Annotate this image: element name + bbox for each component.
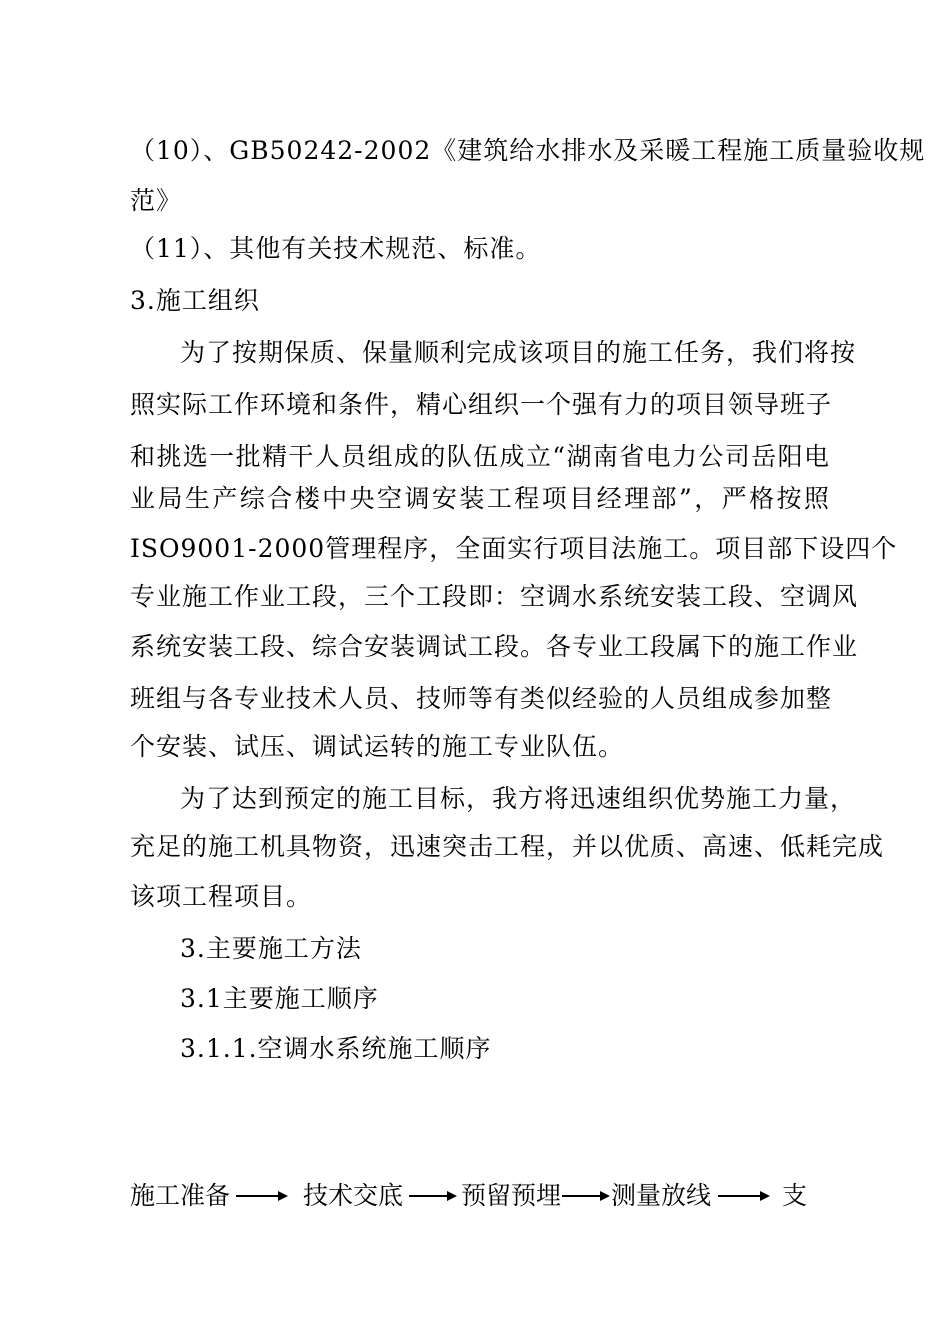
paragraph-line: 和挑选一批精干人员组成的队伍成立“湖南省电力公司岳阳电 [130,442,830,471]
flow-step: 施工准备 [130,1181,231,1210]
heading-main-construction-sequence: 3.1主要施工顺序 [180,984,379,1013]
paragraph-line: 专业施工作业工段，三个工段即：空调水系统安装工段、空调风 [130,582,859,611]
arrow-right-icon [718,1195,768,1197]
section-heading-construction-organization: 3.施工组织 [130,286,260,315]
arrow-right-icon [236,1195,286,1197]
paragraph-line: 业局生产综合楼中央空调安装工程项目经理部”，严格按照 [130,484,830,513]
arrow-right-icon [562,1195,608,1197]
reference-10-line2: 范》 [130,186,183,215]
paragraph-line: ISO9001-2000管理程序，全面实行项目法施工。项目部下设四个 [130,534,898,563]
paragraph-line: 个安装、试压、调试运转的施工专业队伍。 [130,732,625,761]
reference-10-line1: （10）、GB50242-2002《建筑给水排水及采暖工程施工质量验收规 [130,136,926,165]
reference-11: （11）、其他有关技术规范、标准。 [130,234,542,263]
heading-hvac-water-system-sequence: 3.1.1.空调水系统施工顺序 [180,1034,492,1063]
construction-flow-diagram [130,1180,810,1214]
flow-step: 技术交底 [303,1181,404,1210]
arrow-right-icon [409,1195,455,1197]
flow-step: 预留预埋 [461,1181,562,1210]
paragraph-line: 充足的施工机具物资，迅速突击工程，并以优质、高速、低耗完成 [130,832,885,861]
heading-main-construction-methods: 3.主要施工方法 [180,934,362,963]
paragraph-line: 照实际工作环境和条件，精心组织一个强有力的项目领导班子 [130,390,833,419]
flow-step: 支 [782,1181,808,1210]
flow-step: 测量放线 [611,1181,712,1210]
paragraph-line: 系统安装工段、综合安装调试工段。各专业工段属下的施工作业 [130,632,859,661]
paragraph-line: 该项工程项目。 [130,882,313,911]
paragraph-line: 班组与各专业技术人员、技师等有类似经验的人员组成参加整 [130,684,833,713]
paragraph-line: 为了按期保质、保量顺利完成该项目的施工任务，我们将按 [180,338,857,367]
paragraph-line: 为了达到预定的施工目标，我方将迅速组织优势施工力量， [180,784,857,813]
